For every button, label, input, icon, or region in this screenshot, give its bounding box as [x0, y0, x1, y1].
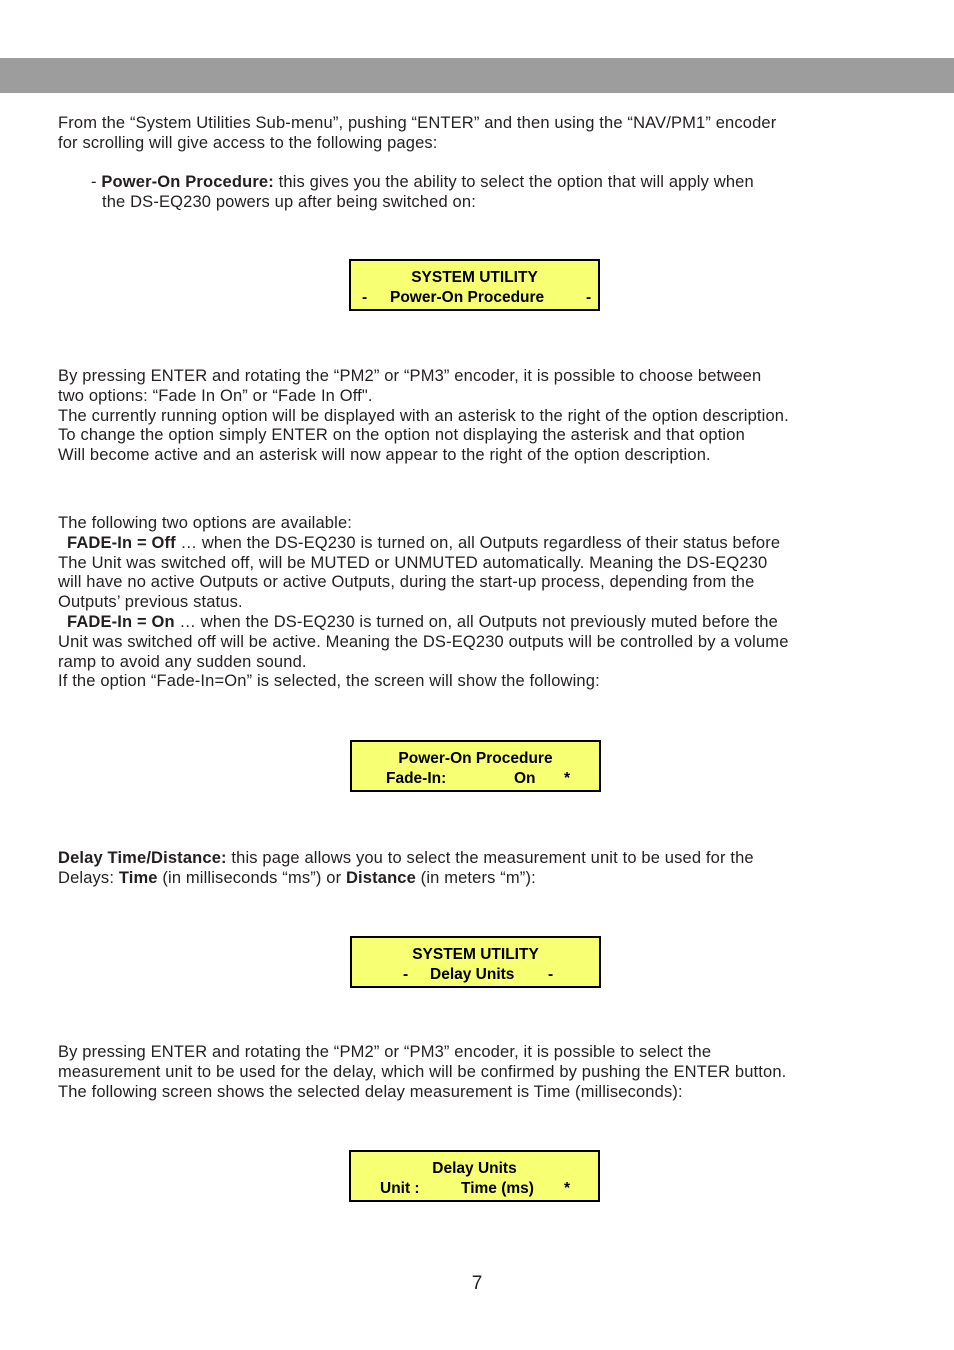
delay-units-paragraph	[58, 1043, 908, 1102]
lcd-right-dash: -	[548, 966, 554, 983]
time-label: Time	[118, 868, 158, 887]
lcd-value: On	[514, 770, 536, 787]
delay-line-1	[58, 849, 908, 869]
options-paragraph	[58, 514, 908, 692]
lcd-row-1: Power-On Procedure	[398, 750, 553, 767]
fade-in-on-label: FADE-In = On	[67, 612, 175, 631]
text-line: By pressing ENTER and rotating the “PM2” or “PM3” encoder, it is possible to select the	[58, 1043, 712, 1061]
lcd-system-utility-delay-units	[350, 936, 601, 988]
header-bar	[0, 58, 954, 93]
fade-in-off-label: FADE-In = Off	[67, 533, 176, 552]
text-line: ramp to avoid any sudden sound.	[58, 652, 307, 671]
lcd-row-1: SYSTEM UTILITY	[412, 946, 539, 963]
fade-in-paragraph	[58, 367, 908, 466]
text-line: The Unit was switched off, will be MUTED or UNMUTED automatically. Meaning the DS-EQ230	[58, 553, 768, 572]
lcd-menu-item: Delay Units	[430, 966, 515, 983]
text-line: If the option “Fade-In=On” is selected, the screen will show the following:	[58, 672, 600, 691]
lcd-asterisk: *	[564, 770, 571, 787]
lcd-system-utility-power-on	[349, 259, 600, 311]
lcd-power-on-fade-in	[350, 740, 601, 792]
text-line: The currently running option will be displayed with an asterisk to the right of the option description.	[58, 406, 789, 425]
text-line: The following two options are available:	[58, 514, 353, 532]
power-on-paragraph	[58, 173, 908, 213]
delay-label: Delay Time/Distance:	[58, 849, 227, 867]
lcd-label: Unit :	[380, 1180, 420, 1197]
intro-line-1: From the “System Utilities Sub-menu”, pushing “ENTER” and then using the “NAV/PM1” encoder	[58, 114, 777, 132]
power-on-line-1	[58, 173, 908, 193]
text-line: Outputs’ previous status.	[58, 593, 243, 612]
delay-paragraph	[58, 849, 908, 889]
text-span: Delays:	[58, 868, 119, 887]
lcd-left-dash: -	[403, 966, 409, 983]
page-number: 7	[471, 1273, 483, 1294]
text-line: measurement unit to be used for the delay, which will be confirmed by pushing the ENTER button.	[58, 1062, 787, 1081]
lcd-asterisk: *	[564, 1180, 571, 1197]
intro-line-2: for scrolling will give access to the following pages:	[58, 133, 438, 152]
lcd-label: Fade-In:	[386, 770, 447, 787]
distance-label: Distance	[345, 868, 416, 887]
lcd-row-2	[351, 1179, 598, 1274]
lcd-left-dash: -	[362, 289, 368, 306]
text-line: two options: “Fade In On” or “Fade In Off".	[58, 386, 373, 405]
text-span: (in meters “m”):	[415, 868, 536, 887]
text-span: … when the DS-EQ230 is turned on, all Outputs regardless of their status before	[175, 533, 781, 552]
lcd-right-dash: -	[586, 289, 592, 306]
lcd-value: Time (ms)	[461, 1180, 534, 1197]
fade-in-on-line	[58, 613, 908, 633]
lcd-row-1: SYSTEM UTILITY	[411, 269, 538, 286]
power-on-label: Power-On Procedure:	[101, 173, 274, 191]
lcd-delay-units-time	[349, 1150, 600, 1202]
bullet-dash: -	[91, 173, 102, 191]
text-line: will have no active Outputs or active Outputs, during the start-up process, depending from the	[58, 573, 755, 592]
text-span: this page allows you to select the measurement unit to be used for the	[226, 849, 754, 867]
power-on-text-1: this gives you the ability to select the option that will apply when	[273, 173, 754, 191]
text-line: The following screen shows the selected delay measurement is Time (milliseconds):	[58, 1082, 683, 1101]
delay-line-2	[58, 869, 908, 889]
text-line: Will become active and an asterisk will now appear to the right of the option description.	[58, 446, 711, 465]
fade-in-off-line	[58, 534, 908, 554]
lcd-row-1: Delay Units	[432, 1160, 517, 1177]
text-span: (in milliseconds “ms”) or	[157, 868, 346, 887]
intro-paragraph	[58, 114, 908, 154]
text-line: To change the option simply ENTER on the option not displaying the asterisk and that option	[58, 426, 745, 445]
lcd-menu-item: Power-On Procedure	[390, 289, 545, 306]
power-on-text-2: the DS-EQ230 powers up after being switched on:	[102, 192, 476, 211]
text-line: Unit was switched off will be active. Meaning the DS-EQ230 outputs will be controlled by a volume	[58, 632, 789, 651]
text-line: By pressing ENTER and rotating the “PM2” or “PM3” encoder, it is possible to choose between	[58, 367, 762, 385]
text-span: … when the DS-EQ230 is turned on, all Outputs not previously muted before the	[174, 612, 778, 631]
